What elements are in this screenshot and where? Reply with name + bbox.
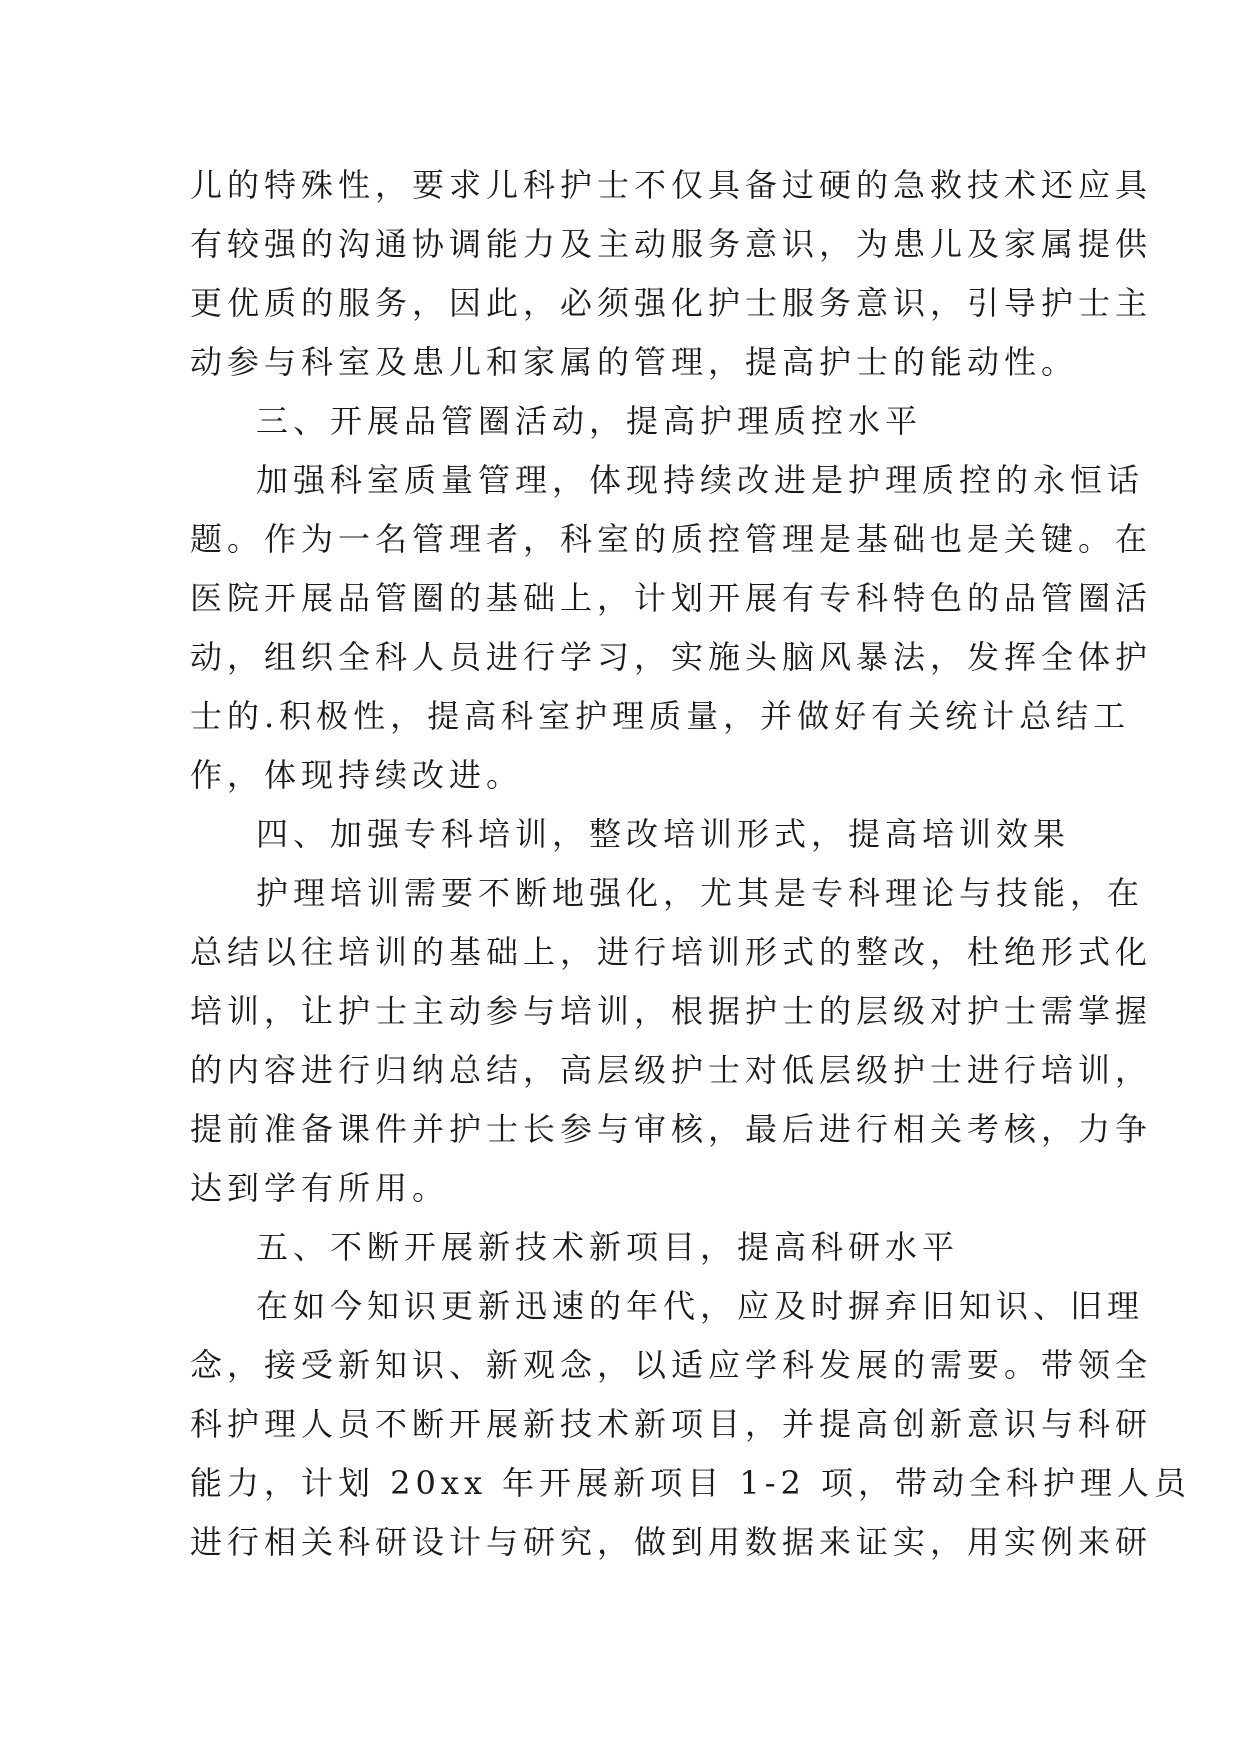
paragraph-line: 科护理人员不断开展新技术新项目，并提高创新意识与科研 [190, 1405, 1153, 1443]
paragraph-line: 有较强的沟通协调能力及主动服务意识，为患儿及家属提供 [190, 225, 1153, 263]
paragraph-line: 动参与科室及患儿和家属的管理，提高护士的能动性。 [190, 343, 1079, 381]
section-heading-3: 三、开展品管圈活动，提高护理质控水平 [256, 402, 923, 440]
paragraph-line: 更优质的服务，因此，必须强化护士服务意识，引导护士主 [190, 284, 1153, 322]
paragraph-line: 加强科室质量管理，体现持续改进是护理质控的永恒话 [256, 461, 1145, 499]
document-body [190, 156, 1192, 1572]
paragraph-line: 在如今知识更新迅速的年代，应及时摒弃旧知识、旧理 [256, 1287, 1145, 1325]
paragraph-line: 医院开展品管圈的基础上，计划开展有专科特色的品管圈活 [190, 579, 1153, 617]
paragraph-line: 提前准备课件并护士长参与审核，最后进行相关考核，力争 [190, 1110, 1153, 1148]
paragraph-line: 达到学有所用。 [190, 1169, 450, 1207]
paragraph-line: 动，组织全科人员进行学习，实施头脑风暴法，发挥全体护 [190, 638, 1153, 676]
paragraph-line: 总结以往培训的基础上，进行培训形式的整改，杜绝形式化 [190, 933, 1153, 971]
paragraph-line: 士的.积极性，提高科室护理质量，并做好有关统计总结工 [190, 697, 1131, 735]
paragraph-line: 能力，计划 20xx 年开展新项目 1-2 项，带动全科护理人员 [190, 1464, 1192, 1502]
paragraph-line: 培训，让护士主动参与培训，根据护士的层级对护士需掌握 [190, 992, 1153, 1030]
paragraph-line: 的内容进行归纳总结，高层级护士对低层级护士进行培训， [190, 1051, 1153, 1089]
paragraph-line: 念，接受新知识、新观念，以适应学科发展的需要。带领全 [190, 1346, 1153, 1384]
section-heading-5: 五、不断开展新技术新项目，提高科研水平 [256, 1228, 960, 1266]
paragraph-line: 作，体现持续改进。 [190, 756, 524, 794]
section-heading-4: 四、加强专科培训，整改培训形式，提高培训效果 [256, 815, 1071, 853]
paragraph-line: 护理培训需要不断地强化，尤其是专科理论与技能，在 [256, 874, 1145, 912]
paragraph-line: 题。作为一名管理者，科室的质控管理是基础也是关键。在 [190, 520, 1153, 558]
paragraph-line: 儿的特殊性，要求儿科护士不仅具备过硬的急救技术还应具 [190, 166, 1153, 204]
paragraph-line: 进行相关科研设计与研究，做到用数据来证实，用实例来研 [190, 1523, 1153, 1561]
